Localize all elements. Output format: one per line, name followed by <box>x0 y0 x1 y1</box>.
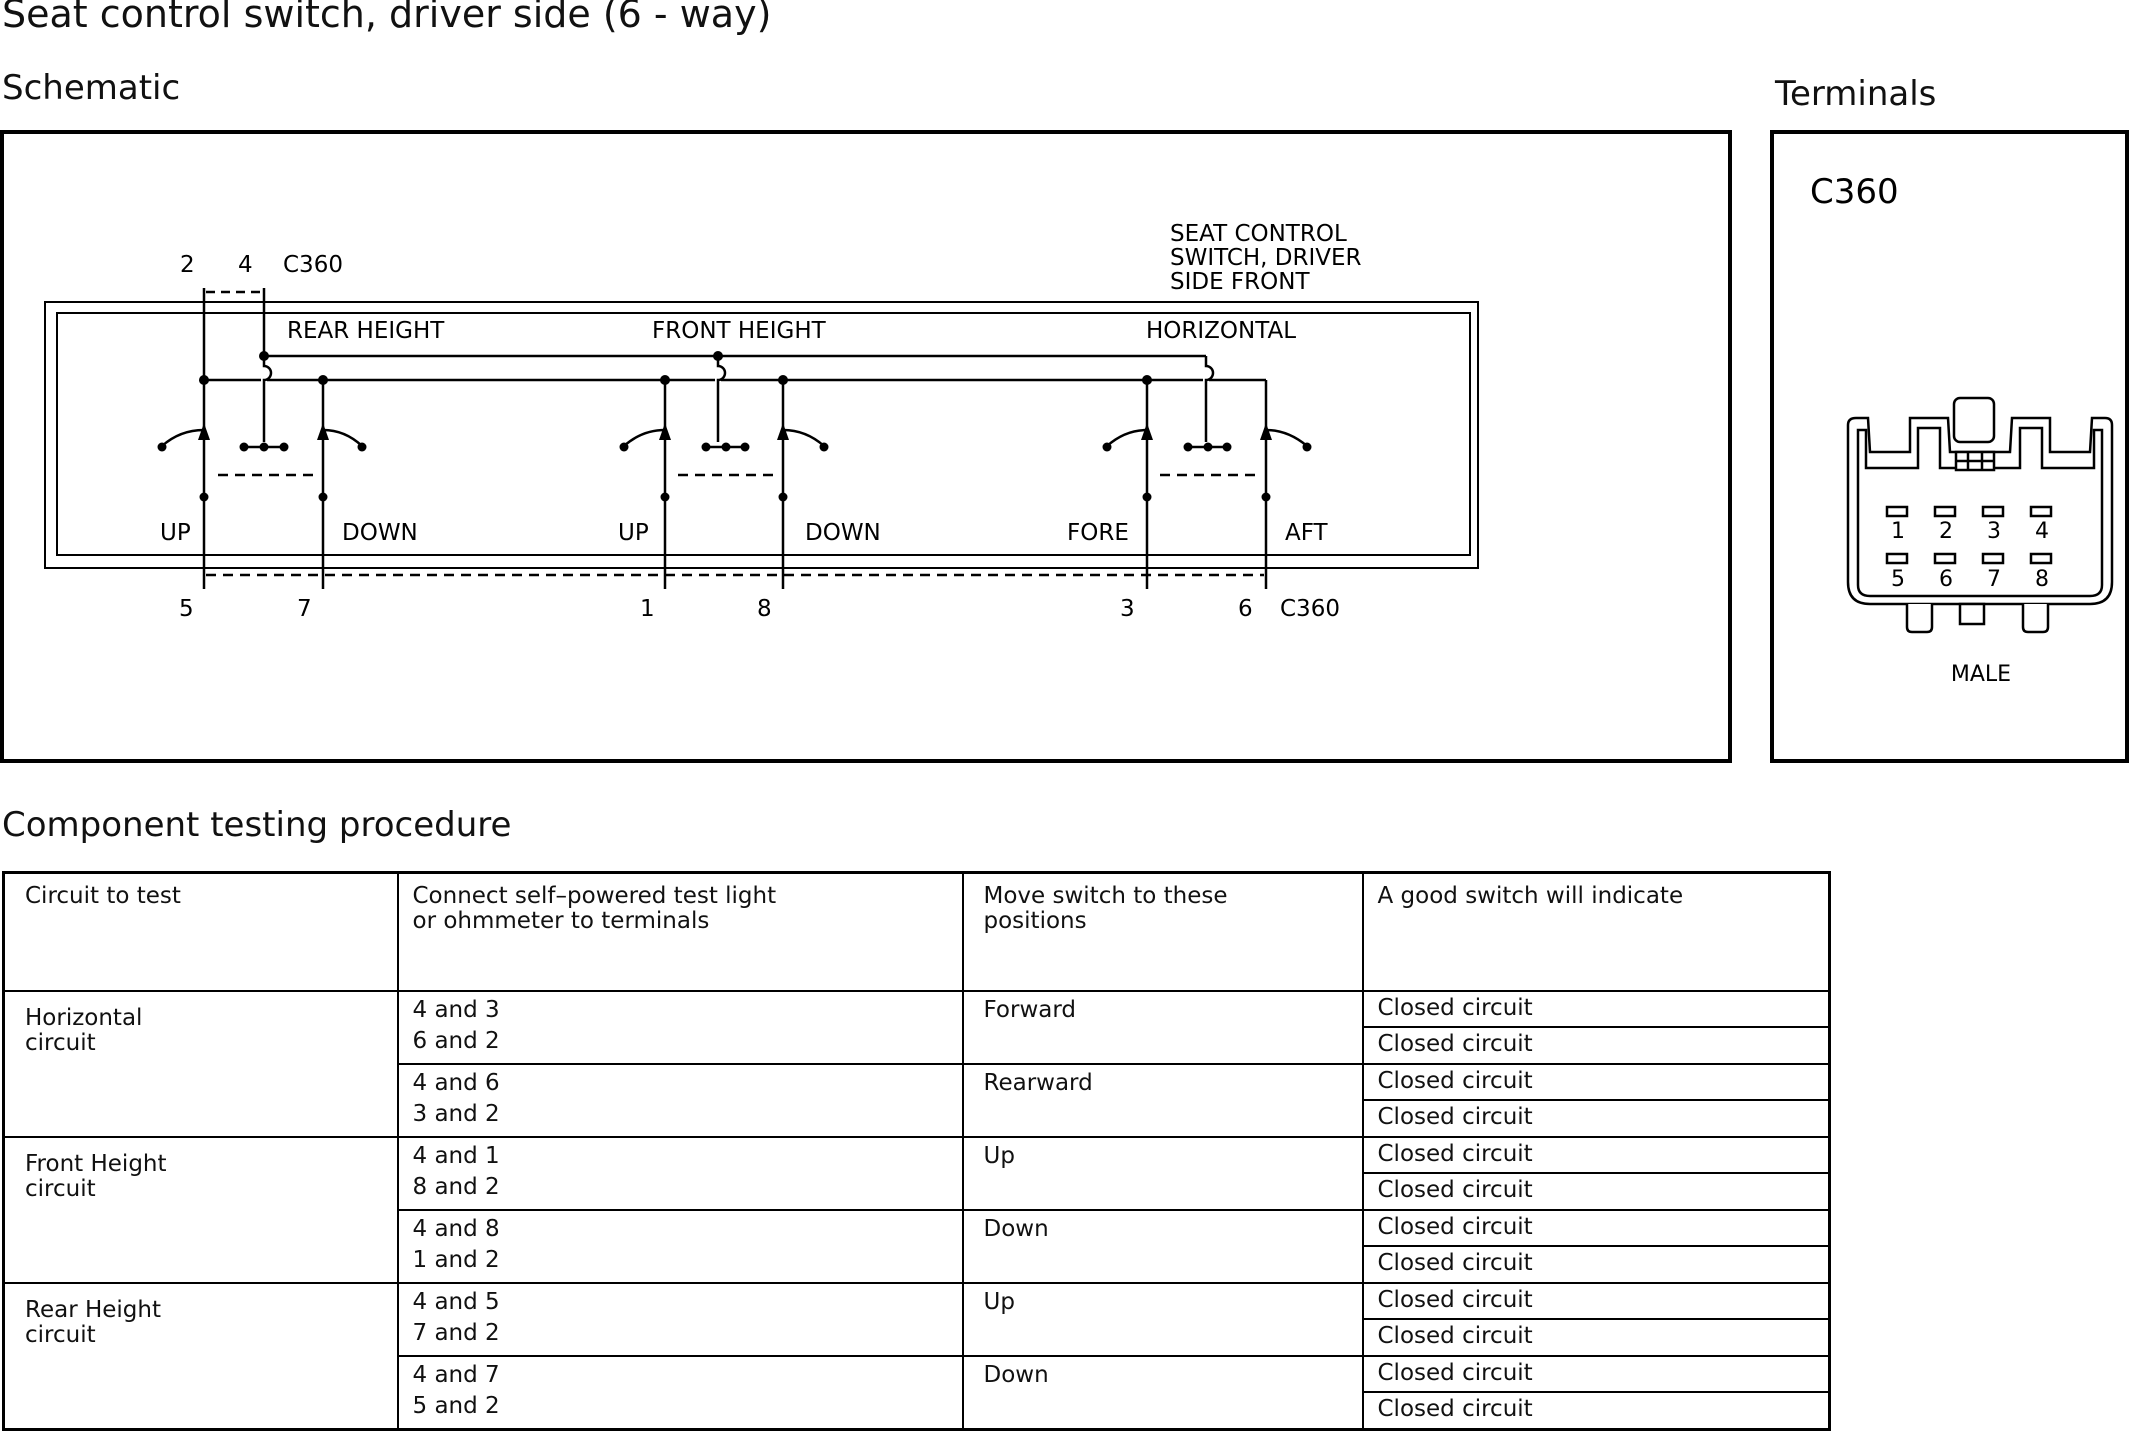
result-cell: Closed circuit <box>1363 1210 1830 1246</box>
bottom-pin-1: 1 <box>640 596 655 622</box>
switch-position: Up <box>963 1137 1363 1210</box>
terminal-pair: 4 and 1 <box>412 1142 500 1169</box>
section-label-rear-height: REAR HEIGHT <box>287 318 445 344</box>
horizontal-aft-label: AFT <box>1285 520 1328 546</box>
terminal-pair: 4 and 8 <box>412 1215 500 1242</box>
terminals-cell <box>398 1283 963 1356</box>
terminal-pair: 5 and 2 <box>412 1392 500 1419</box>
front-height-up-label: UP <box>618 520 649 546</box>
rear-height-up-label: UP <box>160 520 191 546</box>
switch-position: Up <box>963 1283 1363 1356</box>
result-cell: Closed circuit <box>1363 1027 1830 1063</box>
result-cell: Closed circuit <box>1363 1356 1830 1392</box>
terminal-pin-6: 6 <box>1939 567 1953 592</box>
bottom-pin-3: 3 <box>1120 596 1135 622</box>
bottom-pin-6: 6 <box>1238 596 1253 622</box>
table-row <box>4 991 1830 1027</box>
circuit-name: Front Height circuit <box>4 1137 398 1283</box>
terminal-pin-4: 4 <box>2035 519 2049 544</box>
testing-procedure-table <box>2 871 1831 1431</box>
rear-height-down-label: DOWN <box>342 520 418 546</box>
terminals-cell <box>398 1137 963 1210</box>
terminal-pair: 4 and 6 <box>412 1069 500 1096</box>
terminal-pin-3: 3 <box>1987 519 2001 544</box>
terminal-pin-5: 5 <box>1891 567 1905 592</box>
page-title: Seat control switch, driver side (6 - way) <box>2 0 772 36</box>
bottom-pin-5: 5 <box>179 596 194 622</box>
switch-position: Rearward <box>963 1064 1363 1137</box>
section-label-horizontal: HORIZONTAL <box>1146 318 1297 344</box>
switch-position: Forward <box>963 991 1363 1064</box>
terminal-pair: 8 and 2 <box>412 1173 500 1200</box>
result-cell: Closed circuit <box>1363 1137 1830 1173</box>
circuit-name: Horizontal circuit <box>4 991 398 1137</box>
terminal-pin-2: 2 <box>1939 519 1953 544</box>
top-pin-4: 4 <box>238 252 253 278</box>
terminals-cell <box>398 1210 963 1283</box>
terminal-pair: 3 and 2 <box>412 1100 500 1127</box>
terminals-cell <box>398 1356 963 1430</box>
result-cell: Closed circuit <box>1363 1246 1830 1282</box>
terminals-heading: Terminals <box>1775 74 1937 114</box>
horizontal-fore-label: FORE <box>1067 520 1129 546</box>
switch-position: Down <box>963 1356 1363 1430</box>
bottom-pin-7: 7 <box>297 596 312 622</box>
terminal-pair: 4 and 7 <box>412 1361 500 1388</box>
bottom-connector-label: C360 <box>1280 596 1340 622</box>
terminal-pin-7: 7 <box>1987 567 2001 592</box>
component-label-line1: SEAT CONTROL <box>1170 221 1347 247</box>
terminal-pair: 1 and 2 <box>412 1246 500 1273</box>
terminal-pin-1: 1 <box>1891 519 1905 544</box>
result-cell: Closed circuit <box>1363 1319 1830 1355</box>
bottom-pin-8: 8 <box>757 596 772 622</box>
front-height-down-label: DOWN <box>805 520 881 546</box>
table-header-row <box>4 873 1830 992</box>
connector-gender-label: MALE <box>1950 662 2012 687</box>
terminal-pair: 4 and 5 <box>412 1288 500 1315</box>
terminals-cell <box>398 991 963 1064</box>
switch-body-inner <box>57 313 1470 555</box>
terminal-pin-8: 8 <box>2035 567 2049 592</box>
schematic-heading: Schematic <box>2 68 181 108</box>
terminal-pair: 6 and 2 <box>412 1028 500 1054</box>
column-header: Move switch to these positions <box>963 873 1363 992</box>
table-row <box>4 1283 1830 1319</box>
connector-face-drawing <box>1848 398 2112 632</box>
terminal-pair: 4 and 3 <box>412 997 500 1023</box>
table-row <box>4 1137 1830 1173</box>
result-cell: Closed circuit <box>1363 1173 1830 1209</box>
terminal-pair: 7 and 2 <box>412 1319 500 1346</box>
top-connector-label: C360 <box>283 252 343 278</box>
column-header: Circuit to test <box>4 873 398 992</box>
procedure-heading: Component testing procedure <box>2 805 512 845</box>
column-header: Connect self–powered test light or ohmmeter to terminals <box>398 873 963 992</box>
result-cell: Closed circuit <box>1363 1064 1830 1100</box>
circuit-name: Rear Height circuit <box>4 1283 398 1430</box>
result-cell: Closed circuit <box>1363 1392 1830 1429</box>
result-cell: Closed circuit <box>1363 1100 1830 1136</box>
result-cell: Closed circuit <box>1363 1283 1830 1319</box>
component-label-line2: SWITCH, DRIVER <box>1170 245 1362 271</box>
top-pin-2: 2 <box>180 252 195 278</box>
column-header: A good switch will indicate <box>1363 873 1830 992</box>
terminals-cell <box>398 1064 963 1137</box>
terminals-connector-label: C360 <box>1810 172 1899 212</box>
section-label-front-height: FRONT HEIGHT <box>652 318 826 344</box>
switch-position: Down <box>963 1210 1363 1283</box>
component-label-line3: SIDE FRONT <box>1170 269 1310 295</box>
result-cell: Closed circuit <box>1363 991 1830 1027</box>
